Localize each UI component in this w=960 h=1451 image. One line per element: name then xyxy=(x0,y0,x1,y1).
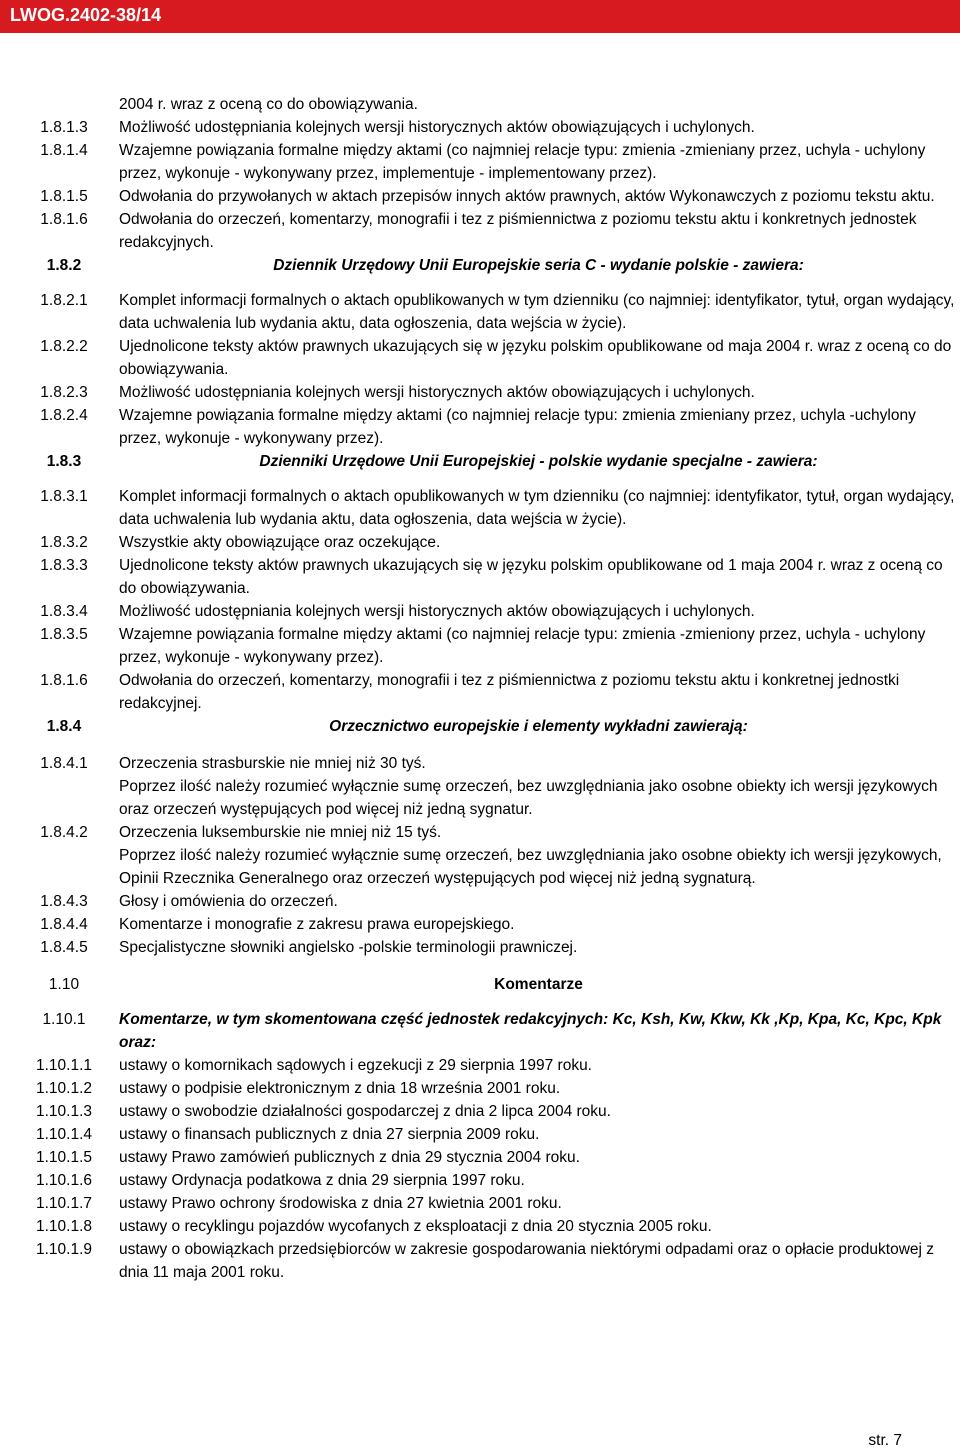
item-text: Głosy i omówienia do orzeczeń. xyxy=(119,893,338,910)
list-item xyxy=(10,623,958,669)
page-number: str. 7 xyxy=(868,1432,902,1449)
list-item xyxy=(10,1054,958,1077)
section-heading xyxy=(10,450,958,473)
section-number: 1.8.2 xyxy=(46,257,82,274)
item-text: Komentarze i monografie z zakresu prawa europejskiego. xyxy=(119,916,515,933)
section-number: 1.8.4 xyxy=(46,718,82,735)
item-text: Wzajemne powiązania formalne między aktami (co najmniej relacje typu: zmienia zmieniany przez, uchyla -uchylony przez, wykonuje - wykonywany przez). xyxy=(119,407,916,447)
item-number: 1.8.3.3 xyxy=(40,557,88,574)
list-item xyxy=(10,1238,958,1284)
list-item xyxy=(10,1123,958,1146)
item-text: 2004 r. wraz z oceną co do obowiązywania. xyxy=(119,96,418,113)
list-item xyxy=(10,1192,958,1215)
section-title: Dzienniki Urzędowe Unii Europejskiej - polskie wydanie specjalne - zawiera: xyxy=(259,453,818,470)
list-item xyxy=(10,531,958,554)
item-text: Komentarze, w tym skomentowana część jednostek redakcyjnych: Kc, Ksh, Kw, Kkw, Kk ,Kp, Kpa, Kc, Kpc, Kpk oraz: xyxy=(119,1011,942,1051)
list-item xyxy=(10,116,958,139)
item-number: 1.8.1.3 xyxy=(40,119,88,136)
list-item xyxy=(10,139,958,185)
item-number: 1.10.1.2 xyxy=(35,1080,93,1097)
item-number: 1.10.1.7 xyxy=(35,1195,93,1212)
item-number: 1.8.1.6 xyxy=(40,672,88,689)
list-item xyxy=(10,1100,958,1123)
list-item xyxy=(10,554,958,600)
list-item xyxy=(10,821,958,890)
list-item xyxy=(10,381,958,404)
item-text: ustawy o recyklingu pojazdów wycofanych z eksploatacji z dnia 20 stycznia 2005 roku. xyxy=(119,1218,712,1235)
section-heading xyxy=(10,254,958,277)
item-number: 1.8.3.5 xyxy=(40,626,88,643)
item-number: 1.8.1.6 xyxy=(40,211,88,228)
item-text: ustawy o komornikach sądowych i egzekucji z 29 sierpnia 1997 roku. xyxy=(119,1057,592,1074)
section-title: Orzecznictwo europejskie i elementy wykładni zawierają: xyxy=(329,718,748,735)
section-title: Dziennik Urzędowy Unii Europejskie seria C - wydanie polskie - zawiera: xyxy=(273,257,804,274)
document-header-bar xyxy=(0,0,960,33)
section-number: 1.10 xyxy=(48,976,80,993)
item-text: Ujednolicone teksty aktów prawnych ukazujących się w języku polskim opublikowane od maja 2004 r. wraz z oceną co do obowiązywania. xyxy=(119,338,952,378)
list-item xyxy=(10,913,958,936)
list-item xyxy=(10,208,958,254)
section-heading xyxy=(10,973,958,996)
list-item xyxy=(10,1169,958,1192)
item-text: ustawy o obowiązkach przedsiębiorców w zakresie gospodarowania niektórymi odpadami oraz o opłacie produktowej z dnia 11 maja 2001 roku. xyxy=(119,1241,935,1281)
item-number: 1.8.2.3 xyxy=(40,384,88,401)
item-text: Wszystkie akty obowiązujące oraz oczekujące. xyxy=(119,534,441,551)
item-text: Ujednolicone teksty aktów prawnych ukazujących się w języku polskim opublikowane od 1 maja 2004 r. wraz z oceną co do obowiązywania. xyxy=(119,557,943,597)
item-number: 1.10.1.1 xyxy=(35,1057,93,1074)
item-number: 1.10.1.4 xyxy=(35,1126,93,1143)
item-note: Poprzez ilość należy rozumieć wyłącznie sumę orzeczeń, bez uwzględniania jako osobne obiekty ich wersji językowych, Opinii Rzecznika Generalnego oraz orzeczeń występujących pod więcej niż jedną sygnaturą. xyxy=(119,847,942,887)
item-number: 1.8.1.5 xyxy=(40,188,88,205)
item-number: 1.8.2.1 xyxy=(40,292,88,309)
list-item xyxy=(10,1008,958,1054)
item-number: 1.8.4.4 xyxy=(40,916,88,933)
item-number: 1.8.4.1 xyxy=(40,755,88,772)
list-item xyxy=(10,404,958,450)
item-text: Komplet informacji formalnych o aktach opublikowanych w tym dzienniku (co najmniej: identyfikator, tytuł, organ wydający, data uchwalenia lub wydania aktu, data ogłoszenia, data wejścia w życie). xyxy=(119,488,955,528)
item-text: Możliwość udostępniania kolejnych wersji historycznych aktów obowiązujących i uchylonych. xyxy=(119,384,755,401)
item-text: ustawy Ordynacja podatkowa z dnia 29 sierpnia 1997 roku. xyxy=(119,1172,525,1189)
item-text: Odwołania do przywołanych w aktach przepisów innych aktów prawnych, aktów Wykonawczych z poziomu tekstu aktu. xyxy=(119,188,935,205)
item-number: 1.8.3.4 xyxy=(40,603,88,620)
item-number: 1.8.4.5 xyxy=(40,939,88,956)
item-text: Specjalistyczne słowniki angielsko -polskie terminologii prawniczej. xyxy=(119,939,578,956)
item-number: 1.10.1.9 xyxy=(35,1241,93,1258)
item-number: 1.8.4.2 xyxy=(40,824,88,841)
item-text: Wzajemne powiązania formalne między aktami (co najmniej relacje typu: zmienia -zmieniany przez, uchyla - uchylony przez, wykonuje - wykonywany przez, implementuje - implementowany przez). xyxy=(119,142,926,182)
item-text: Wzajemne powiązania formalne między aktami (co najmniej relacje typu: zmienia -zmieniony przez, uchyla - uchylony przez, wykonuje - wykonywany przez). xyxy=(119,626,926,666)
list-item xyxy=(10,335,958,381)
item-text: Możliwość udostępniania kolejnych wersji historycznych aktów obowiązujących i uchylonych. xyxy=(119,119,755,136)
list-item xyxy=(10,752,958,821)
item-note: Poprzez ilość należy rozumieć wyłącznie sumę orzeczeń, bez uwzględniania jako osobne obiekty ich wersji językowych oraz orzeczeń występujących pod więcej niż jedną sygnatur. xyxy=(119,778,938,818)
item-number: 1.10.1.8 xyxy=(35,1218,93,1235)
item-text: ustawy Prawo zamówień publicznych z dnia 29 stycznia 2004 roku. xyxy=(119,1149,580,1166)
item-text: Możliwość udostępniania kolejnych wersji historycznych aktów obowiązujących i uchylonych. xyxy=(119,603,755,620)
item-text: Orzeczenia luksemburskie nie mniej niż 15 tyś. xyxy=(119,824,442,841)
item-number: 1.8.4.3 xyxy=(40,893,88,910)
item-number: 1.8.3.2 xyxy=(40,534,88,551)
list-item xyxy=(10,669,958,715)
item-text: ustawy o swobodzie działalności gospodarczej z dnia 2 lipca 2004 roku. xyxy=(119,1103,611,1120)
item-text: ustawy Prawo ochrony środowiska z dnia 27 kwietnia 2001 roku. xyxy=(119,1195,562,1212)
list-item xyxy=(10,1215,958,1238)
item-text: Odwołania do orzeczeń, komentarzy, monografii i tez z piśmiennictwa z poziomu tekstu aktu i konkretnej jednostki redakcyjnej. xyxy=(119,672,900,712)
list-item xyxy=(10,936,958,959)
section-title: Komentarze xyxy=(494,976,583,993)
item-text: ustawy o finansach publicznych z dnia 27 sierpnia 2009 roku. xyxy=(119,1126,540,1143)
item-number: 1.10.1.6 xyxy=(35,1172,93,1189)
list-item xyxy=(10,185,958,208)
item-text: Orzeczenia strasburskie nie mniej niż 30 tyś. xyxy=(119,755,426,772)
item-number: 1.8.2.4 xyxy=(40,407,88,424)
item-text: ustawy o podpisie elektronicznym z dnia 18 września 2001 roku. xyxy=(119,1080,561,1097)
list-item xyxy=(10,485,958,531)
section-heading xyxy=(10,715,958,738)
item-number: 1.8.3.1 xyxy=(40,488,88,505)
list-item xyxy=(10,1146,958,1169)
list-item xyxy=(10,289,958,335)
section-number: 1.8.3 xyxy=(46,453,82,470)
list-item xyxy=(10,1077,958,1100)
spec-list xyxy=(10,93,958,1284)
list-item xyxy=(10,600,958,623)
item-number: 1.8.2.2 xyxy=(40,338,88,355)
list-item xyxy=(10,890,958,913)
item-number: 1.10.1.5 xyxy=(35,1149,93,1166)
list-item xyxy=(10,93,958,116)
item-number: 1.10.1 xyxy=(42,1011,86,1028)
item-number: 1.10.1.3 xyxy=(35,1103,93,1120)
document-reference: LWOG.2402-38/14 xyxy=(10,5,162,25)
item-text: Odwołania do orzeczeń, komentarzy, monografii i tez z piśmiennictwa z poziomu tekstu aktu i konkretnych jednostek redakcyjnych. xyxy=(119,211,917,251)
item-number: 1.8.1.4 xyxy=(40,142,88,159)
item-text: Komplet informacji formalnych o aktach opublikowanych w tym dzienniku (co najmniej: identyfikator, tytuł, organ wydający, data uchwalenia lub wydania aktu, data ogłoszenia, data wejścia w życie). xyxy=(119,292,955,332)
